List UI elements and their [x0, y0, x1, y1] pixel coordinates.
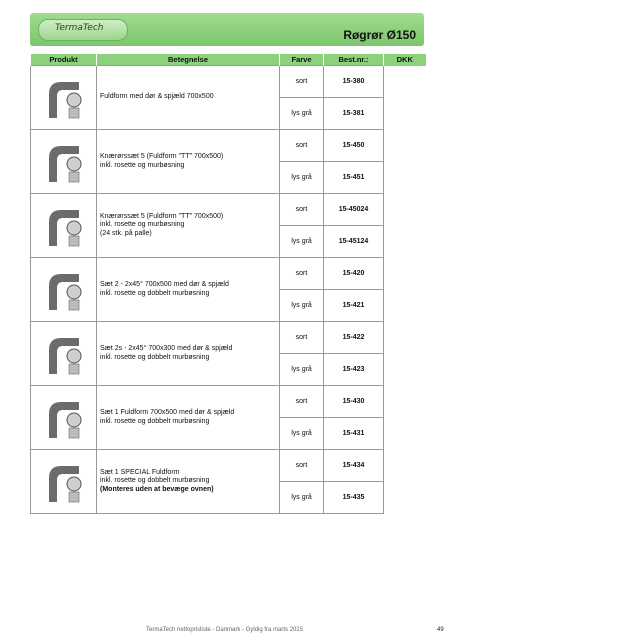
price-cell: [384, 322, 426, 354]
table-header-row: [31, 54, 426, 66]
description-line: inkl. rosette og dobbelt murbøsning: [100, 289, 210, 297]
order-number-cell: 15-430: [324, 386, 384, 418]
description-line: inkl. rosette og dobbelt murbøsning: [100, 477, 210, 485]
order-number-cell: 15-451: [324, 162, 384, 194]
description-line: Knærørssæt 5 (Fuldform "TT" 700x500): [100, 212, 224, 220]
description-line: inkl. rosette og murbøsning: [100, 161, 185, 169]
termatech-logo: [38, 19, 128, 41]
description-line: Fuldform med dør & spjæld 700x500: [100, 93, 214, 101]
product-description: [97, 130, 280, 194]
table-row: [31, 450, 426, 482]
footer-text: TermaTech nettoprisliste - Danmark - Gyldig fra marts 2015: [146, 627, 304, 633]
table-row: [31, 194, 426, 226]
description-line: Sæt 1 Fuldform 700x500 med dør & spjæld: [100, 409, 235, 416]
order-number-cell: 15-420: [324, 258, 384, 290]
table-row: [31, 322, 426, 354]
product-image-cell: [31, 258, 97, 322]
chimney-pipe-drawing: [41, 72, 87, 122]
column-header-color: Farve: [280, 54, 324, 66]
description-line: Sæt 1 SPECIAL Fuldform: [100, 468, 180, 476]
table-row: [31, 66, 426, 98]
price-cell: [384, 418, 426, 450]
color-cell: sort: [280, 66, 324, 98]
description-line: inkl. rosette og dobbelt murbøsning: [100, 417, 210, 425]
order-number-cell: 15-45024: [324, 194, 384, 226]
product-description: [97, 258, 280, 322]
logo-text: TermaTech: [55, 23, 104, 33]
price-cell: [384, 354, 426, 386]
price-cell: [384, 194, 426, 226]
color-cell: lys grå: [280, 162, 324, 194]
price-cell: [384, 258, 426, 290]
page-title: Røgrør Ø150: [343, 28, 416, 42]
chimney-pipe-drawing: [41, 456, 87, 506]
description-line: (24 stk. på palle): [100, 229, 152, 237]
order-number-cell: 15-431: [324, 418, 384, 450]
table-row: [31, 386, 426, 418]
color-cell: lys grå: [280, 482, 324, 514]
price-cell: [384, 66, 426, 98]
order-number-cell: 15-423: [324, 354, 384, 386]
color-cell: sort: [280, 194, 324, 226]
chimney-pipe-drawing: [41, 136, 87, 186]
price-cell: [384, 482, 426, 514]
order-number-cell: 15-434: [324, 450, 384, 482]
product-image-cell: [31, 450, 97, 514]
table-body: [31, 66, 426, 514]
order-number-cell: 15-450: [324, 130, 384, 162]
description-note: (Monteres uden at bevæge ovnen): [100, 485, 214, 493]
column-header-description: Betegnelse: [97, 54, 280, 66]
order-number-cell: 15-422: [324, 322, 384, 354]
product-image-cell: [31, 66, 97, 130]
product-description: [97, 194, 280, 258]
color-cell: sort: [280, 130, 324, 162]
product-image-cell: [31, 130, 97, 194]
product-image-cell: [31, 322, 97, 386]
price-cell: [384, 290, 426, 322]
page-number: 49: [437, 627, 444, 633]
column-header-order-number: Best.nr.:: [324, 54, 384, 66]
chimney-pipe-drawing: [41, 328, 87, 378]
price-cell: [384, 226, 426, 258]
order-number-cell: 15-435: [324, 482, 384, 514]
color-cell: sort: [280, 386, 324, 418]
color-cell: lys grå: [280, 290, 324, 322]
table-row: [31, 258, 426, 290]
price-cell: [384, 162, 426, 194]
order-number-cell: 15-421: [324, 290, 384, 322]
column-header-product: Produkt: [31, 54, 97, 66]
page-header: [30, 13, 424, 46]
product-description: [97, 450, 280, 514]
chimney-pipe-drawing: [41, 264, 87, 314]
product-image-cell: [31, 194, 97, 258]
chimney-pipe-drawing: [41, 200, 87, 250]
color-cell: lys grå: [280, 354, 324, 386]
color-cell: sort: [280, 322, 324, 354]
color-cell: lys grå: [280, 98, 324, 130]
price-cell: [384, 450, 426, 482]
color-cell: sort: [280, 258, 324, 290]
chimney-pipe-drawing: [41, 392, 87, 442]
product-image-cell: [31, 386, 97, 450]
order-number-cell: 15-380: [324, 66, 384, 98]
description-line: inkl. rosette og dobbelt murbøsning: [100, 353, 210, 361]
description-line: Sæt 2s - 2x45° 700x300 med dør & spjæld: [100, 345, 233, 352]
column-header-price: DKK: [384, 54, 426, 66]
description-line: Knærørssæt 5 (Fuldform "TT" 700x500): [100, 153, 224, 160]
product-description: [97, 386, 280, 450]
order-number-cell: 15-381: [324, 98, 384, 130]
color-cell: lys grå: [280, 418, 324, 450]
price-table: [30, 54, 426, 514]
price-cell: [384, 130, 426, 162]
description-line: Sæt 2 - 2x45° 700x500 med dør & spjæld: [100, 281, 229, 288]
product-description: [97, 322, 280, 386]
price-cell: [384, 98, 426, 130]
price-cell: [384, 386, 426, 418]
description-line: inkl. rosette og murbøsning: [100, 221, 185, 229]
product-description: [97, 66, 280, 130]
color-cell: lys grå: [280, 226, 324, 258]
table-row: [31, 130, 426, 162]
order-number-cell: 15-45124: [324, 226, 384, 258]
color-cell: sort: [280, 450, 324, 482]
